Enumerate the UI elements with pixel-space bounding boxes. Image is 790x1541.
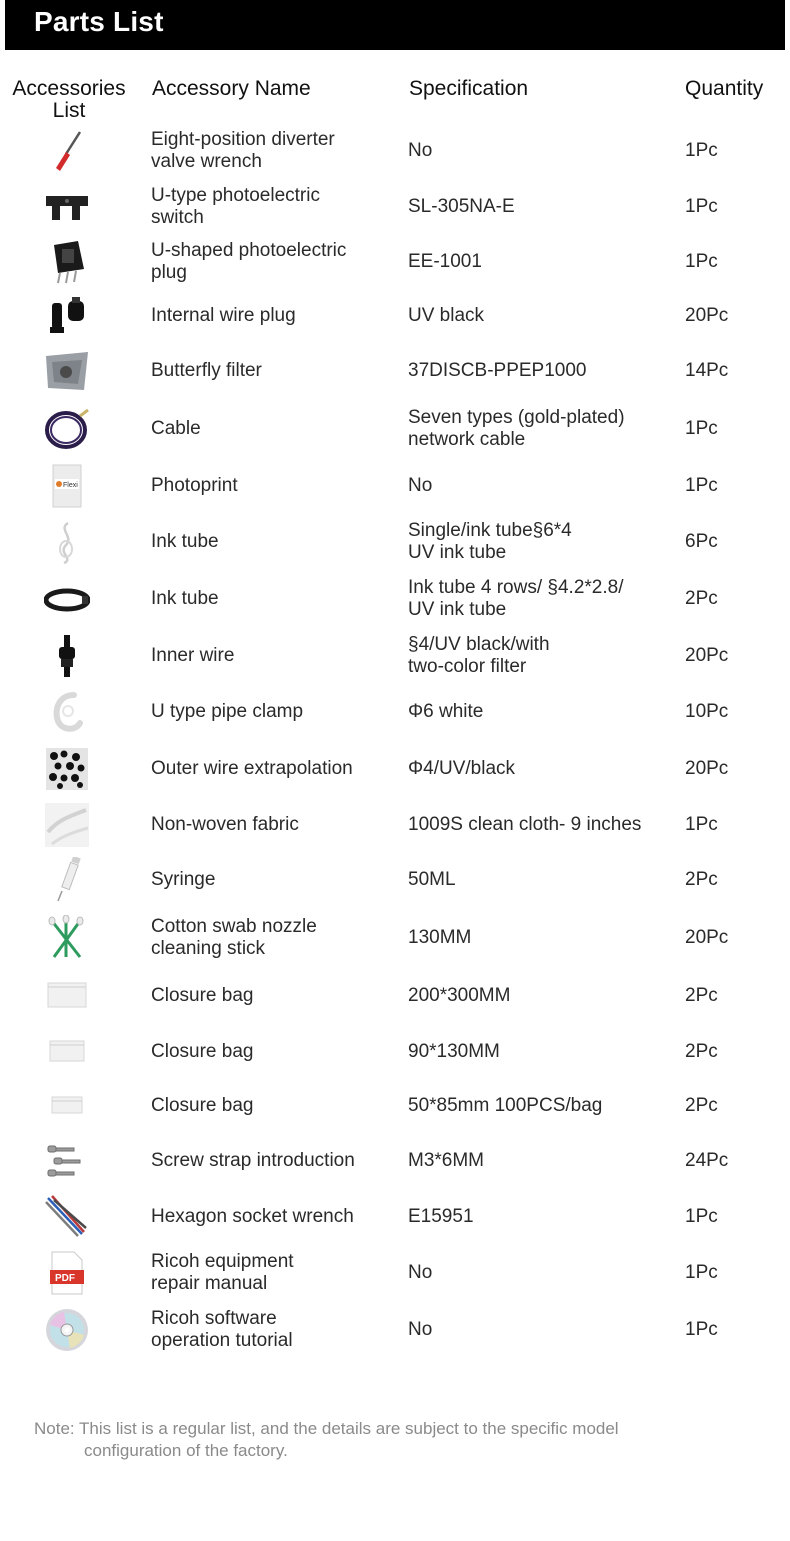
specification: 50ML [408,869,456,890]
accessory-name: Hexagon socket wrench [151,1206,354,1227]
table-row [0,400,790,458]
quantity: 1Pc [685,1206,718,1227]
specification: SL-305NA-E [408,196,515,217]
fabric-icon [44,802,90,848]
specification: Single/ink tube§6*4 UV ink tube [408,520,572,563]
pdf-icon [44,1250,90,1296]
specification: No [408,140,433,161]
quantity: 20Pc [685,645,729,666]
pipe-clamp-icon [44,689,90,735]
specification: Ink tube 4 rows/ §4.2*2.8/ UV ink tube [408,577,624,620]
screws-icon [44,1138,90,1184]
quantity: 2Pc [685,985,718,1006]
table-row [0,1080,790,1132]
accessory-name: U type pipe clamp [151,701,304,722]
table-row [0,1189,790,1244]
quantity: 6Pc [685,531,718,552]
accessory-name: Internal wire plug [151,305,296,326]
accessory-name: Syringe [151,869,216,890]
closure-bag-medium-icon [44,1029,90,1075]
closure-bag-large-icon [44,973,90,1019]
accessory-name: U-type photoelectric switch [151,185,320,228]
accessory-name: Cotton swab nozzle cleaning stick [151,916,317,959]
photoprint-logo-text: Flexi [63,482,78,489]
swab-icon [44,915,90,961]
quantity: 2Pc [685,588,718,609]
specification: 37DISCB-PPEP1000 [408,360,587,381]
header-specification: Specification [409,77,529,100]
quantity: 1Pc [685,251,718,272]
table-row [0,514,790,570]
hex-key-icon [44,1194,90,1240]
table-row [0,852,790,908]
fittings-pile-icon [44,746,90,792]
table-row [0,233,790,290]
quantity: 1Pc [685,1262,718,1283]
accessory-name: Non-woven fabric [151,814,299,835]
quantity: 1Pc [685,1319,718,1340]
quantity: 2Pc [685,1095,718,1116]
specification: UV black [408,305,485,326]
accessory-name: Photoprint [151,475,238,496]
ink-tube-black-icon [44,576,90,622]
accessory-name: Inner wire [151,645,235,666]
specification: No [408,475,433,496]
table-row [0,570,790,627]
u-type-switch-icon [44,184,90,230]
specification: Seven types (gold-plated) network cable [408,407,625,450]
quantity: 1Pc [685,196,718,217]
cable-coil-icon [44,406,90,452]
photoprint-icon [44,463,90,509]
accessory-name: Ink tube [151,531,219,552]
table-row [0,458,790,514]
screwdriver-icon [44,128,90,174]
quantity: 1Pc [685,140,718,161]
specification: No [408,1262,433,1283]
wire-plug-icon [44,293,90,339]
header-quantity: Quantity [685,77,764,100]
u-shaped-plug-icon [44,239,90,285]
specification: §4/UV black/with two-color filter [408,634,550,677]
ink-tube-clear-icon [44,519,90,565]
title-bar [5,0,785,50]
syringe-icon [44,857,90,903]
specification: E15951 [408,1206,474,1227]
specification: Φ4/UV/black [408,758,516,779]
quantity: 20Pc [685,305,729,326]
specification: EE-1001 [408,251,482,272]
table-row [0,1132,790,1189]
filter-bag-icon [44,348,90,394]
table-row [0,1301,790,1358]
accessory-name: Closure bag [151,1095,254,1116]
pdf-label-text: PDF [55,1273,75,1284]
specification: No [408,1319,433,1340]
quantity: 20Pc [685,758,729,779]
table-row [0,627,790,684]
accessory-name: Ink tube [151,588,219,609]
specification: 200*300MM [408,985,511,1006]
accessory-name: Ricoh software operation tutorial [151,1308,293,1351]
quantity: 1Pc [685,418,718,439]
accessory-name: Eight-position diverter valve wrench [151,129,335,172]
footnote [34,1418,754,1462]
quantity: 14Pc [685,360,729,381]
header-accessories-label: Accessories List [12,77,126,122]
table-row [0,1024,790,1080]
accessory-name: Closure bag [151,985,254,1006]
accessory-name: Butterfly filter [151,360,262,381]
footnote-line-2: configuration of the factory. [84,1441,288,1460]
quantity: 2Pc [685,869,718,890]
footnote-line-1: Note: This list is a regular list, and the details are subject to the specific model [34,1419,619,1438]
specification: Φ6 white [408,701,484,722]
header-accessory-name: Accessory Name [152,77,311,100]
table-row [0,342,790,400]
table-row [0,290,790,342]
table-row [0,123,790,178]
specification: M3*6MM [408,1150,485,1171]
inner-wire-icon [44,633,90,679]
accessory-name: Screw strap introduction [151,1150,355,1171]
specification: 90*130MM [408,1041,500,1062]
table-row [0,180,790,233]
specification: 1009S clean cloth- 9 inches [408,814,642,835]
quantity: 1Pc [685,814,718,835]
closure-bag-small-icon [44,1083,90,1129]
page-title: Parts List [34,6,164,37]
quantity: 20Pc [685,927,729,948]
accessory-name: Ricoh equipment repair manual [151,1251,294,1294]
table-row [0,1244,790,1301]
accessory-name: Closure bag [151,1041,254,1062]
accessory-name: U-shaped photoelectric plug [151,240,347,283]
quantity: 1Pc [685,475,718,496]
quantity: 10Pc [685,701,729,722]
table-row [0,968,790,1024]
quantity: 24Pc [685,1150,729,1171]
table-row [0,908,790,968]
table-row [0,684,790,740]
table-row [0,797,790,852]
table-row [0,740,790,797]
specification: 50*85mm 100PCS/bag [408,1095,603,1116]
accessory-name: Outer wire extrapolation [151,758,353,779]
accessory-name: Cable [151,418,201,439]
quantity: 2Pc [685,1041,718,1062]
header-accessories-list [8,78,130,122]
specification: 130MM [408,927,472,948]
cd-icon [44,1307,90,1353]
